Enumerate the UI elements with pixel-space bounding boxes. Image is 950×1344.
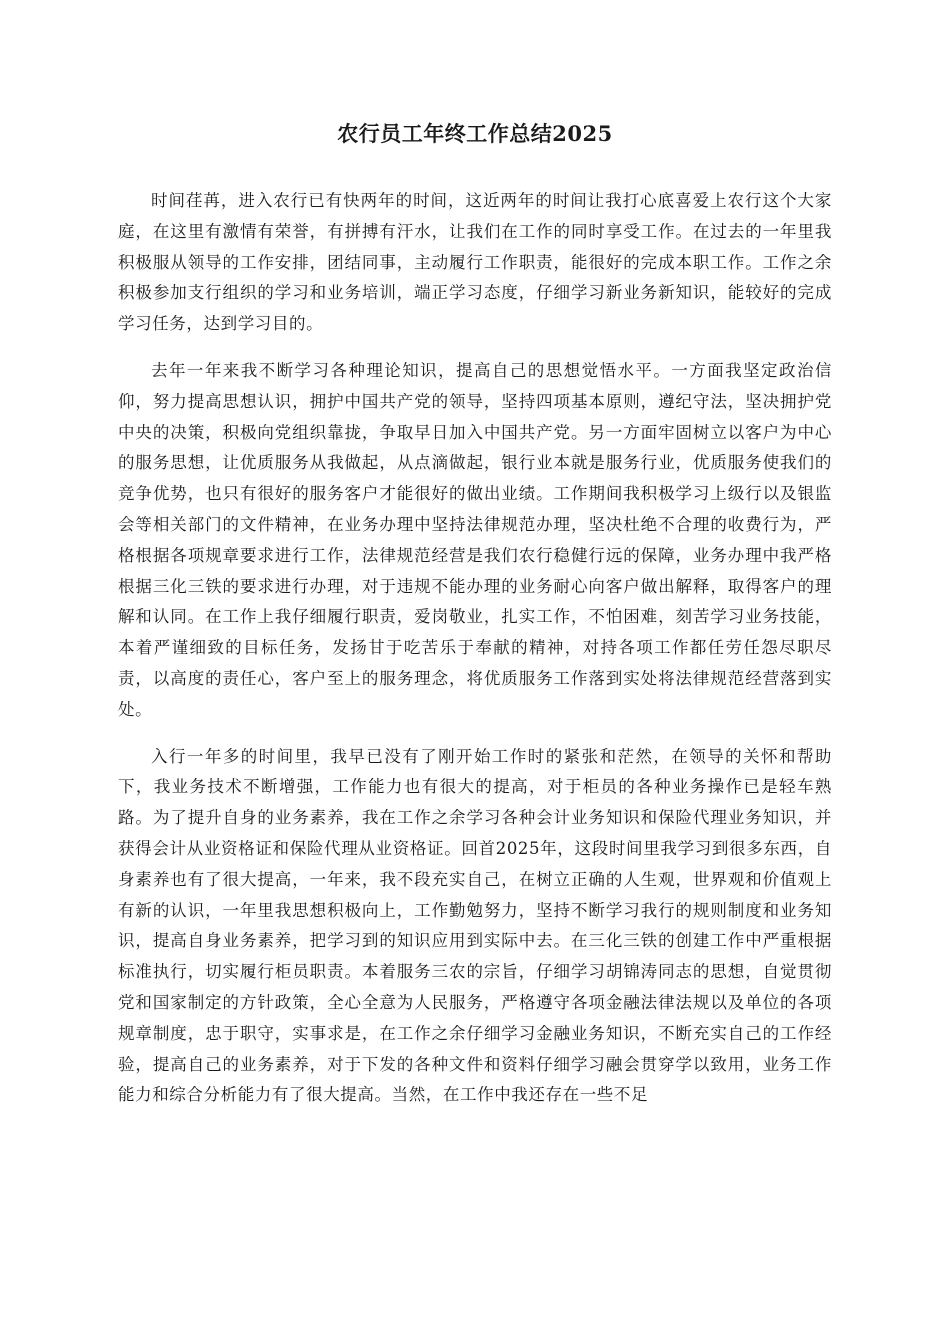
paragraph-3: 入行一年多的时间里，我早已没有了刚开始工作时的紧张和茫然，在领导的关怀和帮助下，我业务技术不断增强，工作能力也有很大的提高，对于柜员的各种业务操作已是轻车熟路。为了提升自身的业务素养，我在工作之余学习各种会计业务知识和保险代理业务知识，并获得会计从业资格证和保险代理从业资格证。回首2025年，这段时间里我学习到很多东西，自身素养也有了很大提高，一年来，我不段充实自己，在树立正确的人生观，世界观和价值观上有新的认识，一年里我思想积极向上，工作勤勉努力，坚持不断学习我行的规则制度和业务知识，提高自身业务素养，把学习到的知识应用到实际中去。在三化三铁的创建工作中严重根据标准执行，切实履行柜员职责。本着服务三农的宗旨，仔细学习胡锦涛同志的思想，自觉贯彻党和国家制定的方针政策，全心全意为人民服务，严格遵守各项金融法律法规以及单位的各项规章制度，忠于职守，实事求是，在工作之余仔细学习金融业务知识，不断充实自己的工作经验，提高自己的业务素养，对于下发的各种文件和资料仔细学习融会贯穿学以致用，业务工作能力和综合分析能力有了很大提高。当然，在工作中我还存在一些不足 [118, 746, 832, 1105]
paragraph-2: 去年一年来我不断学习各种理论知识，提高自己的思想觉悟水平。一方面我坚定政治信仰，努力提高思想认识，拥护中国共产党的领导，坚持四项基本原则，遵纪守法，坚决拥护党中央的决策，积极向党组织靠拢，争取早日加入中国共产党。另一方面牢固树立以客户为中心的服务思想，让优质服务从我做起，从点滴做起，银行业本就是服务行业，优质服务使我们的竞争优势，也只有很好的服务客户才能很好的做出业绩。工作期间我积极学习上级行以及银监会等相关部门的文件精神，在业务办理中坚持法律规范办理，坚决杜绝不合理的收费行为，严格根据各项规章要求进行工作，法律规范经营是我们农行稳健行远的保障，业务办理中我严格根据三化三铁的要求进行办理，对于违规不能办理的业务耐心向客户做出解释，取得客户的理解和认同。在工作上我仔细履行职责，爱岗敬业，扎实工作，不怕困难，刻苦学习业务技能，本着严谨细致的目标任务，发扬甘于吃苦乐于奉献的精神，对持各项工作都任劳任怨尽职尽责，以高度的责任心，客户至上的服务理念，将优质服务工作落到实处将法律规范经营落到实处。 [118, 360, 832, 719]
document-title: 农行员工年终工作总结2025 [337, 121, 613, 146]
paragraph-1: 时间荏苒，进入农行已有快两年的时间，这近两年的时间让我打心底喜爱上农行这个大家庭，在这里有激情有荣誉，有拼搏有汗水，让我们在工作的同时享受工作。在过去的一年里我积极服从领导的工作安排，团结同事，主动履行工作职责，能很好的完成本职工作。工作之余积极参加支行组织的学习和业务培训，端正学习态度，仔细学习新业务新知识，能较好的完成学习任务，达到学习目的。 [118, 191, 832, 334]
